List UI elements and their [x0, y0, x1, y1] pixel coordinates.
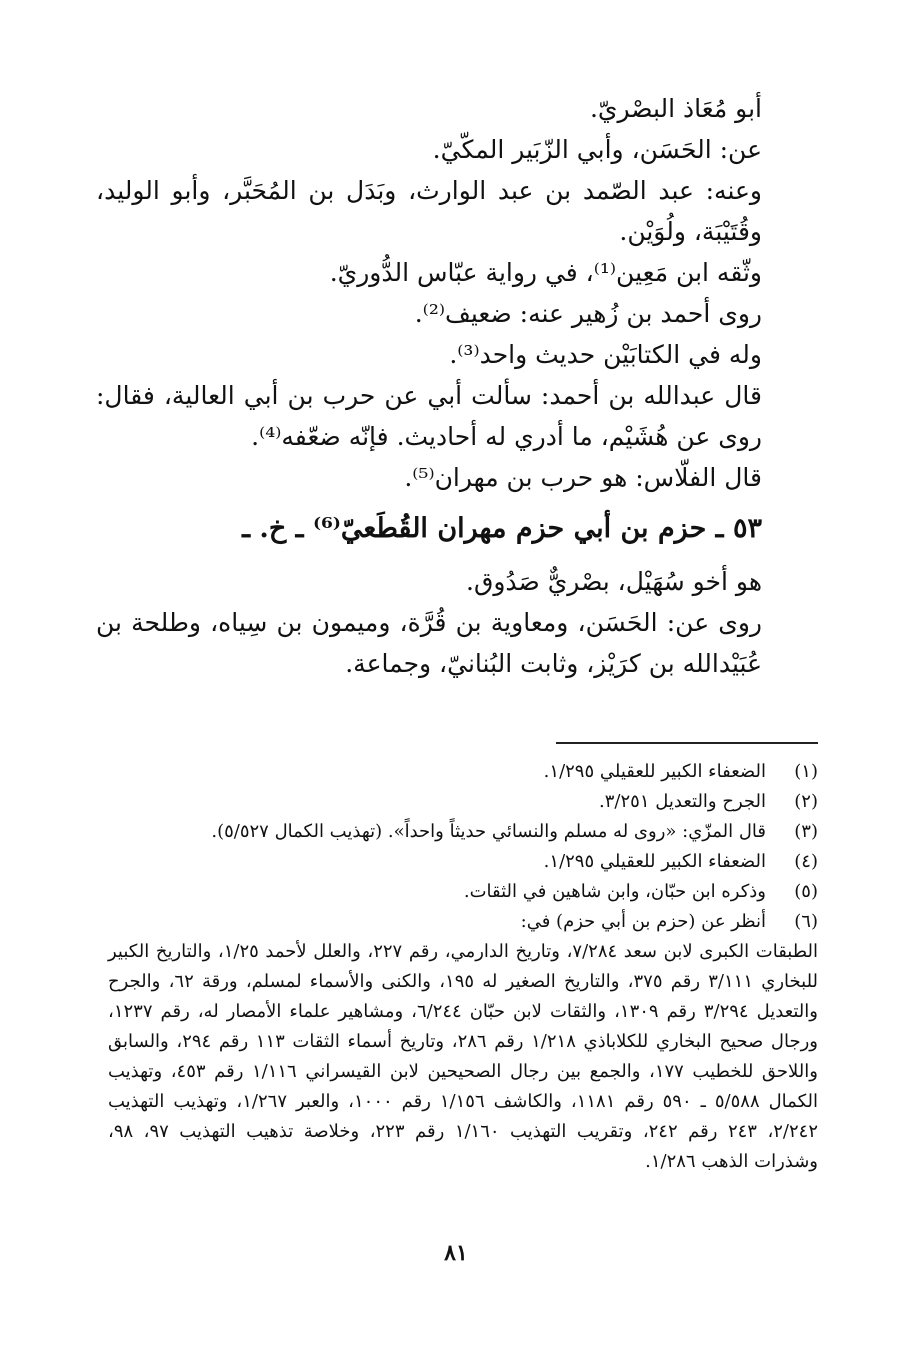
text-line: قال الفلّاس: هو حرب بن مهران⁽⁵⁾.: [404, 463, 762, 492]
text-line: قال عبدالله بن أحمد: سألت أبي عن حرب بن أبي العالية، فقال: روى عن هُشَيْم، ما أدري له أحاديث. فإنّه ضعّفه⁽⁴⁾.: [96, 381, 762, 451]
footnote: [108, 787, 818, 817]
footnote: [108, 817, 818, 847]
footnote-text: الضعفاء الكبير للعقيلي ١/٢٩٥.: [543, 851, 766, 872]
footnote-text: قال المزّي: «روى له مسلم والنسائي حديثاً واحداً». (تهذيب الكمال ٥/٥٢٧).: [211, 821, 766, 842]
text-line: وثّقه ابن مَعِين⁽¹⁾، في رواية عبّاس الدُّوريّ.: [329, 258, 762, 287]
footnote-divider: [556, 742, 818, 744]
text-line: روى أحمد بن زُهير عنه: ضعيف⁽²⁾.: [414, 299, 762, 328]
footnote: [108, 907, 818, 937]
page-number: ٨١: [444, 1240, 468, 1266]
text-line: عن: الحَسَن، وأبي الزّبَير المكّيّ.: [432, 135, 762, 164]
footnote-text: أنظر عن (حزم بن أبي حزم) في:: [520, 911, 766, 932]
footnote-number: (٦): [794, 911, 818, 932]
footnotes: [108, 757, 818, 1177]
footnote-number: (٣): [794, 821, 818, 842]
footnote: [108, 847, 818, 877]
footnote-text: الجرح والتعديل ٣/٢٥١.: [599, 791, 766, 812]
footnote-text: وذكره ابن حبّان، وابن شاهين في الثقات.: [463, 881, 766, 902]
footnote: [108, 877, 818, 907]
footnote-number: (١): [794, 761, 818, 782]
footnote-number: (٤): [794, 851, 818, 872]
main-text: [96, 88, 818, 684]
footnote-text: الضعفاء الكبير للعقيلي ١/٢٩٥.: [543, 761, 766, 782]
entry-heading: ٥٣ ـ حزم بن أبي حزم مهران القُطَعيّ⁽⁶⁾ ـ خ. ـ: [242, 513, 762, 544]
text-line: هو أخو سُهَيْل، بصْريٌّ صَدُوق.: [466, 567, 762, 596]
footnote-references: الطبقات الكبرى لابن سعد ٧/٢٨٤، وتاريخ الدارمي، رقم ٢٢٧، والعلل لأحمد ١/٢٥، والتاريخ الكبير للبخاري ٣/١١١ رقم ٣٧٥، والتاريخ الصغير له ١٩٥، والكنى والأسماء لمسلم، ورقة ٦٢، والجرح والتعديل ٣/٢٩٤ رقم ١٣٠٩، والثقات لابن حبّان ٦/٢٤٤، ومشاهير علماء الأمصار له، رقم ١٢٣٧، ورجال صحيح البخاري للكلاباذي ١/٢١٨ رقم ٢٨٦، وتاريخ أسماء الثقات ١١٣ رقم ٢٩٤، والسابق واللاحق للخطيب ١٧٧، والجمع بين رجال الصحيحين لابن القيسراني ١/١١٦ رقم ٤٥٣، وتهذيب الكمال ٥/٥٨٨ ـ ٥٩٠ رقم ١١٨١، والكاشف ١/١٥٦ رقم ١٠٠٠، والعبر ١/٢٦٧، وتهذيب التهذيب ٢/٢٤٢، ٢٤٣ رقم ٢٤٢، وتقريب التهذيب ١/١٦٠ رقم ٢٢٣، وخلاصة تذهيب التهذيب ٩٧، ٩٨، وشذرات الذهب ١/٢٨٦.: [108, 941, 819, 1172]
footnote: [108, 757, 818, 787]
text-line: وعنه: عبد الصّمد بن عبد الوارث، وبَدَل بن المُحَبَّر، وأبو الوليد، وقُتَيْبَة، ولُوَيْن.: [96, 176, 762, 246]
footnote-number: (٥): [794, 881, 818, 902]
text-line: وله في الكتابَيْن حديث واحد⁽³⁾.: [449, 340, 762, 369]
footnote-number: (٢): [794, 791, 818, 812]
text-line: روى عن: الحَسَن، ومعاوية بن قُرَّة، وميمون بن سِياه، وطلحة بن عُبَيْدالله بن كرَيْز، وثابت البُنانيّ، وجماعة.: [96, 608, 762, 678]
text-line: أبو مُعَاذ البصْريّ.: [589, 94, 762, 123]
